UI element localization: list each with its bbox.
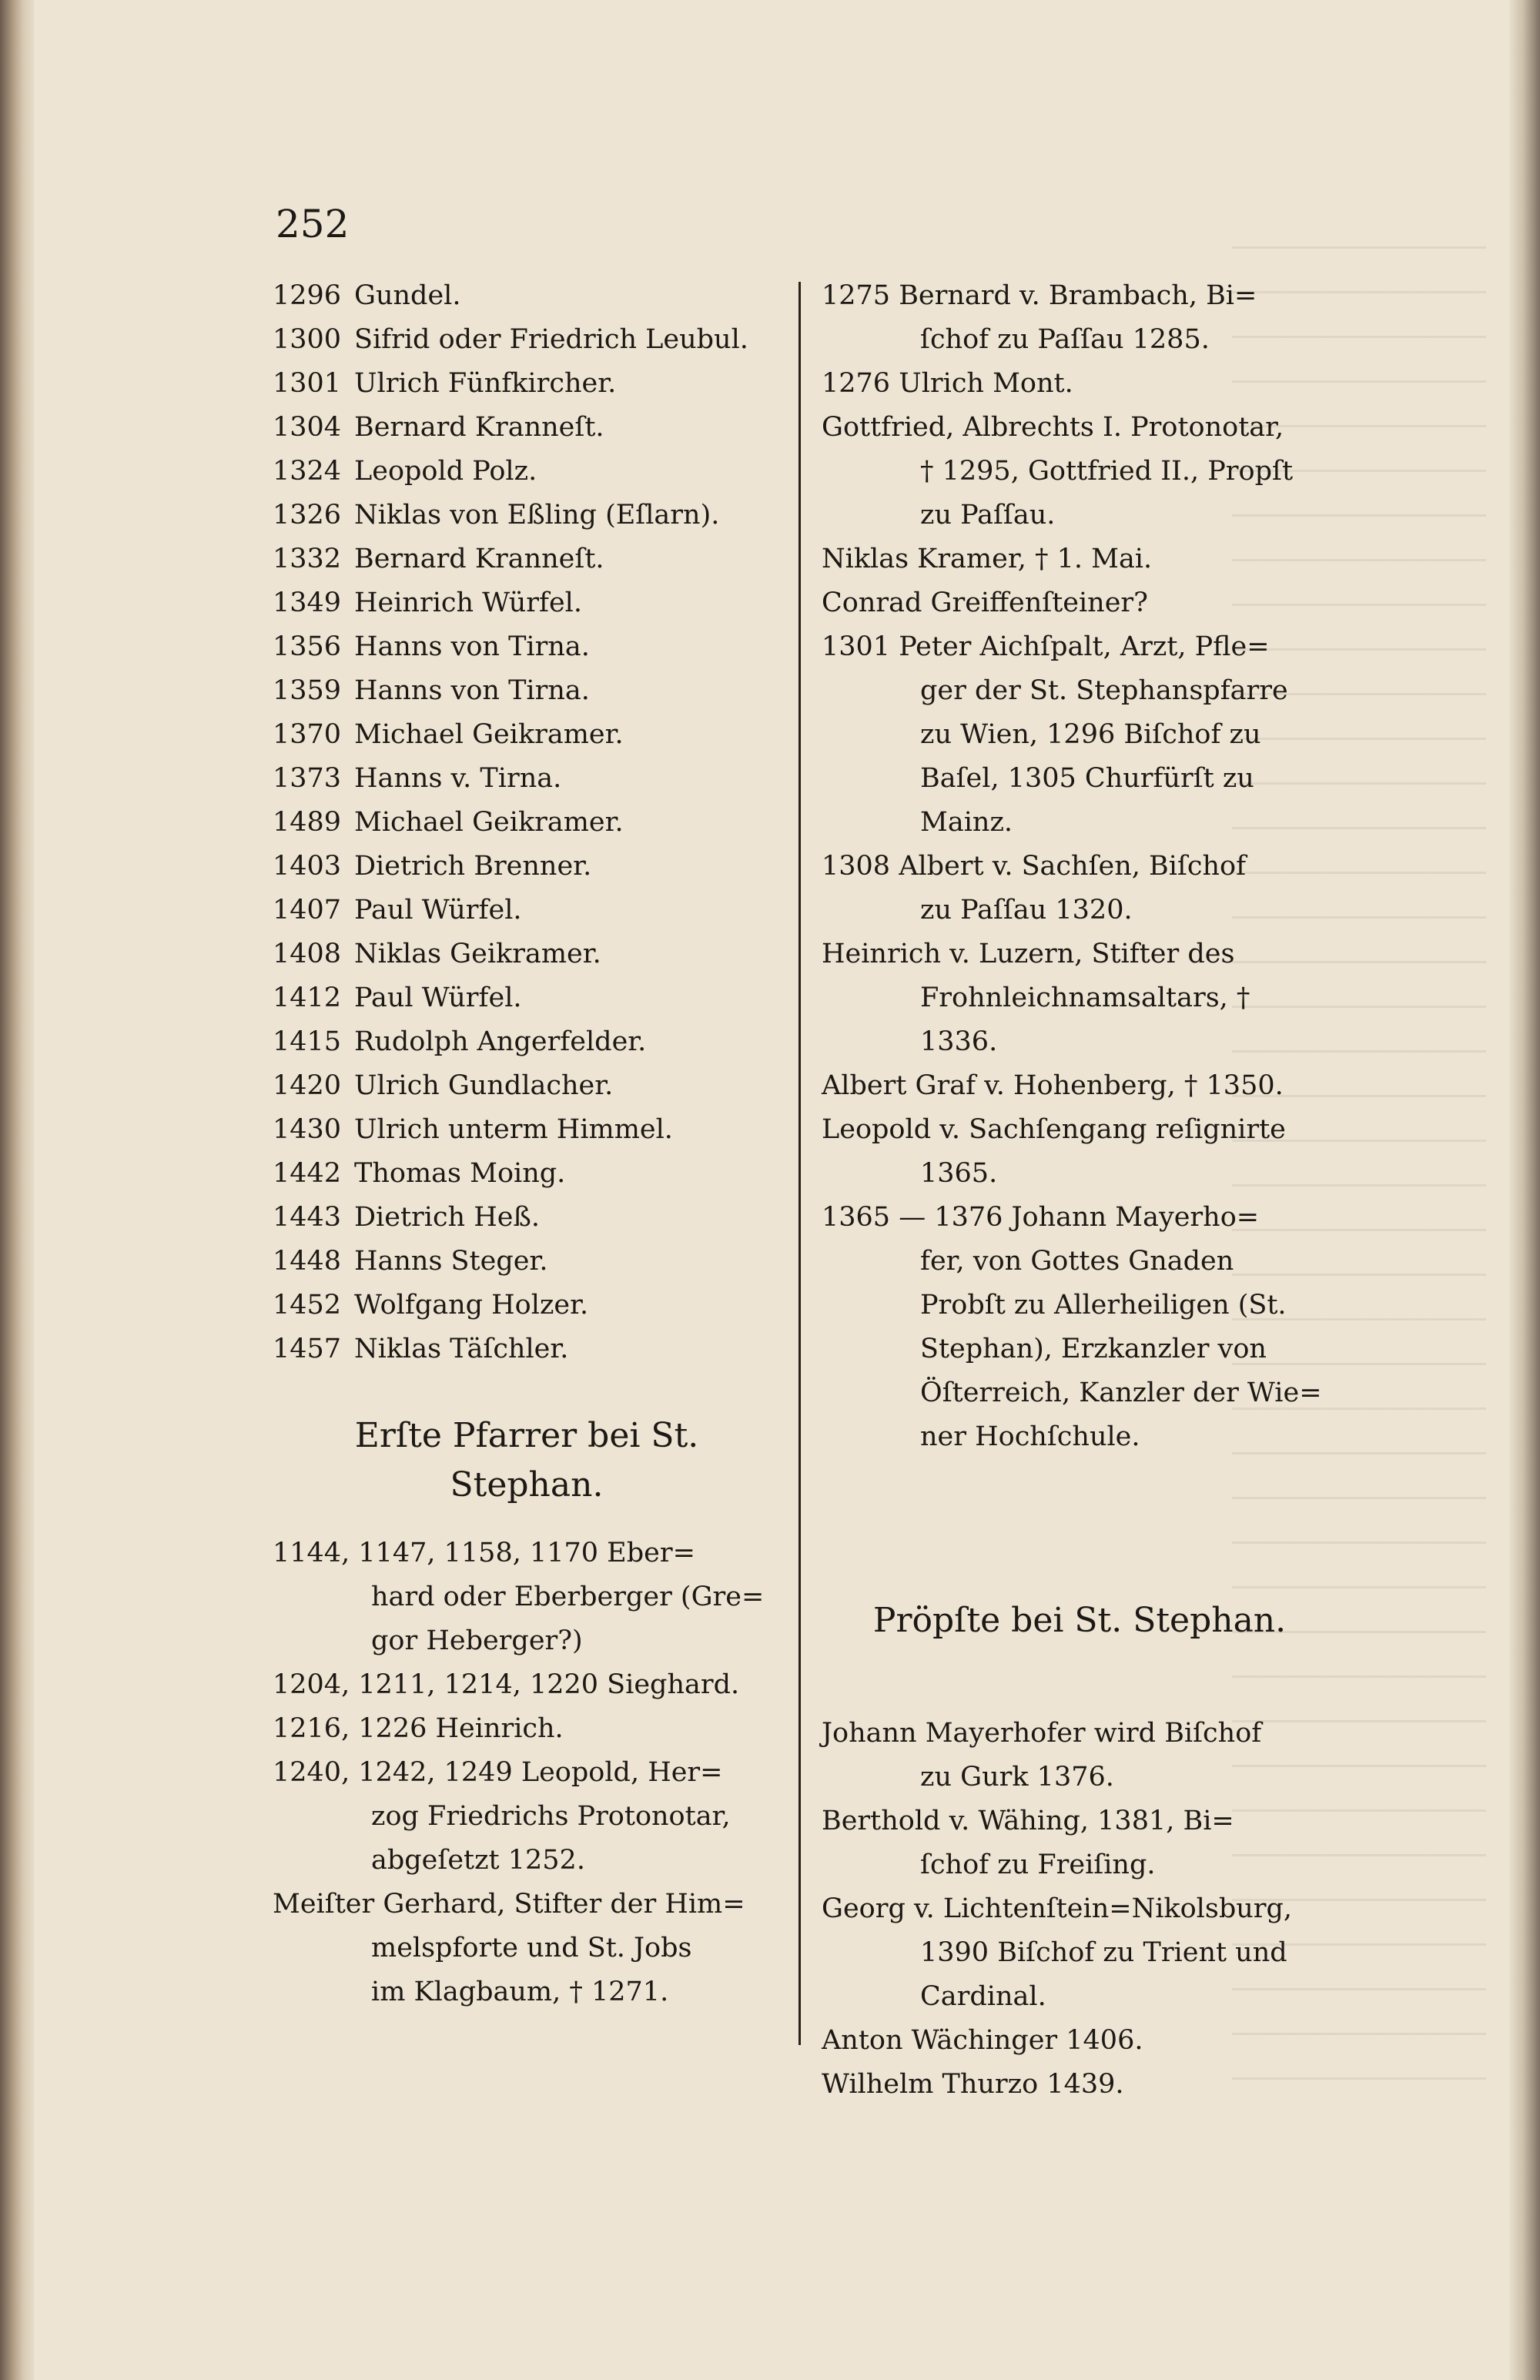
- list-item: [273, 274, 781, 318]
- entry-line: Niklas Kramer, † 1. Mai.: [822, 544, 1153, 574]
- list-item: [273, 406, 781, 450]
- entry-name: Leopold Polz.: [354, 456, 537, 487]
- list-item: [273, 581, 781, 625]
- entry-year: 1370: [273, 719, 342, 750]
- entry-year: 1457: [273, 1334, 342, 1364]
- list-item: [273, 1064, 781, 1108]
- list-item: [273, 537, 781, 581]
- entry-name: Hanns Steger.: [354, 1246, 548, 1277]
- list-item: [273, 1751, 781, 1883]
- entry-name: Niklas Täſchler.: [354, 1334, 569, 1364]
- entry-line: zu Paſſau.: [920, 500, 1056, 531]
- entry-line: zu Wien, 1296 Biſchof zu: [920, 719, 1261, 750]
- entry-year: 1489: [273, 807, 342, 838]
- entry-line: 1204, 1211, 1214, 1220 Sieghard.: [273, 1669, 740, 1700]
- entry-year: 1300: [273, 324, 342, 355]
- list-item: [273, 1284, 781, 1327]
- entry-line: 1144, 1147, 1158, 1170 Eber=: [273, 1538, 695, 1568]
- page-number: 252: [276, 202, 350, 246]
- entry-line: ſchof zu Freiſing.: [920, 1849, 1156, 1880]
- entry-year: 1359: [273, 675, 342, 706]
- entry-line: Baſel, 1305 Churfürſt zu: [920, 763, 1254, 794]
- entry-year: 1324: [273, 456, 342, 487]
- list-item: [273, 1240, 781, 1284]
- list-item: [273, 1152, 781, 1196]
- entry-name: Paul Würfel.: [354, 895, 522, 926]
- entry-name: Ulrich Fünfkircher.: [354, 368, 617, 399]
- section-heading-propste: Pröpſte bei St. Stephan.: [872, 1601, 1287, 1640]
- entry-line: 1275 Bernard v. Brambach, Bi=: [822, 280, 1257, 311]
- section-heading-pfarrer: [273, 1411, 781, 1510]
- entry-name: Dietrich Brenner.: [354, 851, 592, 882]
- entry-line: Georg v. Lichtenſtein=Nikolsburg,: [822, 1893, 1293, 1924]
- list-item: [822, 2063, 1337, 2107]
- entry-name: Dietrich Heß.: [354, 1202, 540, 1233]
- entry-line: Cardinal.: [920, 1981, 1046, 2012]
- entry-line: Meiſter Gerhard, Stifter der Him=: [273, 1889, 745, 1920]
- entry-name: Bernard Kranneſt.: [354, 412, 604, 443]
- entry-name: Hanns v. Tirna.: [354, 763, 562, 794]
- list-item: [273, 757, 781, 801]
- entry-line: ner Hochſchule.: [920, 1421, 1140, 1452]
- entry-line: Conrad Greiffenſteiner?: [822, 587, 1148, 618]
- list-item: [273, 625, 781, 669]
- entry-line: Gottfried, Albrechts I. Protonotar,: [822, 412, 1284, 443]
- entry-line: 1216, 1226 Heinrich.: [273, 1713, 564, 1744]
- page-outer-edge: [1509, 0, 1540, 2380]
- entry-line: Frohnleichnamsaltars, †: [920, 982, 1250, 1013]
- heading-line: Stephan.: [450, 1465, 604, 1505]
- entry-year: 1415: [273, 1026, 342, 1057]
- entry-name: Hanns von Tirna.: [354, 631, 590, 662]
- entry-line: 1336.: [920, 1026, 998, 1057]
- list-item: [273, 845, 781, 889]
- entry-year: 1304: [273, 412, 342, 443]
- entry-line: 1390 Biſchof zu Trient und: [920, 1937, 1287, 1968]
- entry-year: 1408: [273, 939, 342, 969]
- list-item: [273, 976, 781, 1020]
- entry-name: Bernard Kranneſt.: [354, 544, 604, 574]
- list-item: [273, 1196, 781, 1240]
- entry-year: 1301: [273, 368, 342, 399]
- list-item: [822, 2019, 1337, 2063]
- list-item: [273, 1883, 781, 2014]
- entry-line: † 1295, Gottfried II., Propſt: [920, 456, 1294, 487]
- entry-line: zog Friedrichs Protonotar,: [371, 1801, 731, 1832]
- heading-line: Erſte Pfarrer bei St.: [354, 1416, 699, 1455]
- entry-name: Rudolph Angerfelder.: [354, 1026, 647, 1057]
- list-item: [273, 801, 781, 845]
- entry-line: Wilhelm Thurzo 1439.: [822, 2069, 1124, 2100]
- entry-line: Albert Graf v. Hohenberg, † 1350.: [822, 1070, 1284, 1101]
- list-item: [273, 889, 781, 932]
- list-item: [822, 625, 1337, 845]
- list-item: [822, 581, 1337, 625]
- right-column: [822, 274, 1337, 2107]
- list-item: [822, 1108, 1337, 1196]
- entry-line: im Klagbaum, † 1271.: [371, 1977, 669, 2007]
- entry-name: Wolfgang Holzer.: [354, 1290, 589, 1321]
- entry-line: hard oder Eberberger (Gre=: [371, 1582, 765, 1612]
- entry-line: 1365.: [920, 1158, 998, 1189]
- entry-year: 1407: [273, 895, 342, 926]
- entry-line: fer, von Gottes Gnaden: [920, 1246, 1234, 1277]
- list-item: [273, 1707, 781, 1751]
- entry-year: 1296: [273, 280, 342, 311]
- entry-year: 1412: [273, 982, 342, 1013]
- entry-line: Heinrich v. Luzern, Stifter des: [822, 939, 1235, 969]
- entry-name: Hanns von Tirna.: [354, 675, 590, 706]
- list-item: [822, 1064, 1337, 1108]
- entry-line: Probſt zu Allerheiligen (St.: [920, 1290, 1287, 1321]
- list-item: [273, 1020, 781, 1064]
- entry-name: Thomas Moing.: [354, 1158, 566, 1189]
- entry-year: 1332: [273, 544, 342, 574]
- entry-line: Anton Wächinger 1406.: [822, 2025, 1143, 2056]
- entry-year: 1326: [273, 500, 342, 531]
- list-item: [822, 1712, 1337, 1799]
- list-item: [822, 406, 1337, 537]
- entry-line: 1276 Ulrich Mont.: [822, 368, 1073, 399]
- list-item: [273, 1108, 781, 1152]
- entry-line: Berthold v. Wähing, 1381, Bi=: [822, 1806, 1234, 1836]
- entry-name: Niklas von Eßling (Eſlarn).: [354, 500, 720, 531]
- list-item: [273, 362, 781, 406]
- list-item: [822, 932, 1337, 1064]
- entry-line: Öſterreich, Kanzler der Wie=: [920, 1377, 1322, 1408]
- list-item: [273, 450, 781, 494]
- entry-line: zu Paſſau 1320.: [920, 895, 1133, 926]
- entry-line: Mainz.: [920, 807, 1013, 838]
- entry-line: zu Gurk 1376.: [920, 1762, 1114, 1793]
- entry-line: gor Heberger?): [371, 1625, 583, 1656]
- left-column: [273, 274, 781, 2014]
- list-item: [822, 274, 1337, 362]
- entry-line: Stephan), Erzkanzler von: [920, 1334, 1267, 1364]
- entry-line: 1365 — 1376 Johann Mayerho=: [822, 1202, 1260, 1233]
- page-binding-edge: [0, 0, 34, 2380]
- entry-year: 1403: [273, 851, 342, 882]
- list-item: [273, 318, 781, 362]
- entry-name: Michael Geikramer.: [354, 807, 624, 838]
- entry-line: 1308 Albert v. Sachſen, Biſchof: [822, 851, 1247, 882]
- entry-year: 1420: [273, 1070, 342, 1101]
- entry-line: Johann Mayerhofer wird Biſchof: [822, 1718, 1262, 1749]
- entry-year: 1356: [273, 631, 342, 662]
- list-item: [822, 1196, 1337, 1459]
- list-item: [273, 669, 781, 713]
- entry-year: 1448: [273, 1246, 342, 1277]
- column-divider: [798, 282, 801, 2045]
- entry-line: melspforte und St. Jobs: [371, 1933, 692, 1963]
- list-item: [822, 1887, 1337, 2019]
- list-item: [822, 845, 1337, 932]
- list-item: [273, 1663, 781, 1707]
- list-item: [822, 537, 1337, 581]
- list-item: [273, 1531, 781, 1663]
- entry-year: 1373: [273, 763, 342, 794]
- entry-year: 1442: [273, 1158, 342, 1189]
- list-item: [273, 1327, 781, 1371]
- entry-name: Niklas Geikramer.: [354, 939, 601, 969]
- list-item: [822, 1799, 1337, 1887]
- entry-line: 1301 Peter Aichſpalt, Arzt, Pfle=: [822, 631, 1270, 662]
- entry-year: 1430: [273, 1114, 342, 1145]
- entry-line: ſchof zu Paſſau 1285.: [920, 324, 1210, 355]
- entry-line: ger der St. Stephanspfarre: [920, 675, 1288, 706]
- list-item: [822, 362, 1337, 406]
- list-item: [273, 713, 781, 757]
- list-item: [273, 494, 781, 537]
- entry-year: 1452: [273, 1290, 342, 1321]
- entry-name: Heinrich Würfel.: [354, 587, 582, 618]
- entry-line: Leopold v. Sachſengang reſignirte: [822, 1114, 1286, 1145]
- entry-line: 1240, 1242, 1249 Leopold, Her=: [273, 1757, 723, 1788]
- list-item: [273, 932, 781, 976]
- entry-name: Ulrich Gundlacher.: [354, 1070, 614, 1101]
- entry-year: 1349: [273, 587, 342, 618]
- entry-name: Ulrich unterm Himmel.: [354, 1114, 673, 1145]
- entry-name: Paul Würfel.: [354, 982, 522, 1013]
- entry-line: abgeſetzt 1252.: [371, 1845, 585, 1876]
- entry-year: 1443: [273, 1202, 342, 1233]
- entry-name: Sifrid oder Friedrich Leubul.: [354, 324, 748, 355]
- entry-name: Gundel.: [354, 280, 461, 311]
- entry-name: Michael Geikramer.: [354, 719, 624, 750]
